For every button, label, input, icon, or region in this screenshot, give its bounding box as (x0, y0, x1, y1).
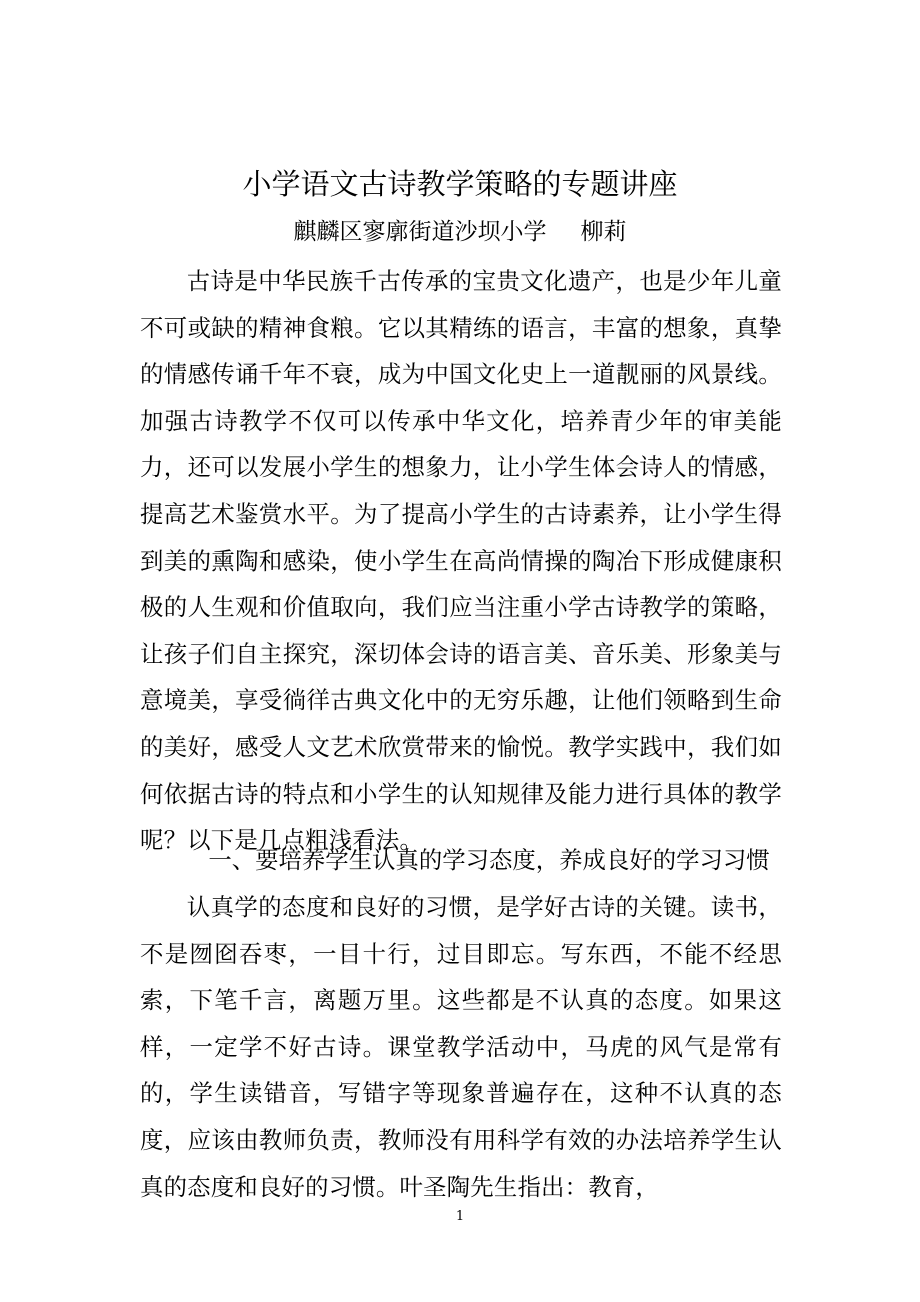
page-number: 1 (455, 1209, 465, 1224)
author-name: 柳莉 (580, 219, 627, 245)
author-affiliation: 麒麟区寥廓街道沙坝小学 (293, 219, 547, 245)
intro-paragraph: 古诗是中华民族千古传承的宝贵文化遗产，也是少年儿童不可或缺的精神食粮。它以其精练的语言，丰富的想象，真挚的情感传诵千年不衰，成为中国文化史上一道靓丽的风景线。加强古诗教学不仅可以传承中华文化，培养青少年的审美能力，还可以发展小学生的想象力，让小学生体会诗人的情感，提高艺术鉴赏水平。为了提高小学生的古诗素养，让小学生得到美的熏陶和感染，使小学生在高尚情操的陶冶下形成健康积极的人生观和价值取向，我们应当注重小学古诗教学的策略，让孩子们自主探究，深切体会诗的语言美、音乐美、形象美与意境美，享受徜徉古典文化中的无穷乐趣，让他们领略到生命的美好，感受人文艺术欣赏带来的愉悦。教学实践中，我们如何依据古诗的特点和小学生的认知规律及能力进行具体的教学呢？以下是几点粗浅看法。 (140, 267, 782, 855)
author-line (0, 212, 920, 252)
section-paragraph: 认真学的态度和良好的习惯，是学好古诗的关键。读书，不是囫囵吞枣，一目十行，过目即忘。写东西，不能不经思索，下笔千言，离题万里。这些都是不认真的态度。如果这样，一定学不好古诗。课堂教学活动中，马虎的风气是常有的，学生读错音，写错字等现象普遍存在，这种不认真的态度，应该由教师负责，教师没有用科学有效的办法培养学生认真的态度和良好的习惯。叶圣陶先生指出：教育， (140, 893, 782, 1201)
section-heading: 一、要培养学生认真的学习态度，养成良好的学习习惯 (208, 846, 770, 874)
document-title: 小学语文古诗教学策略的专题讲座 (242, 167, 678, 201)
